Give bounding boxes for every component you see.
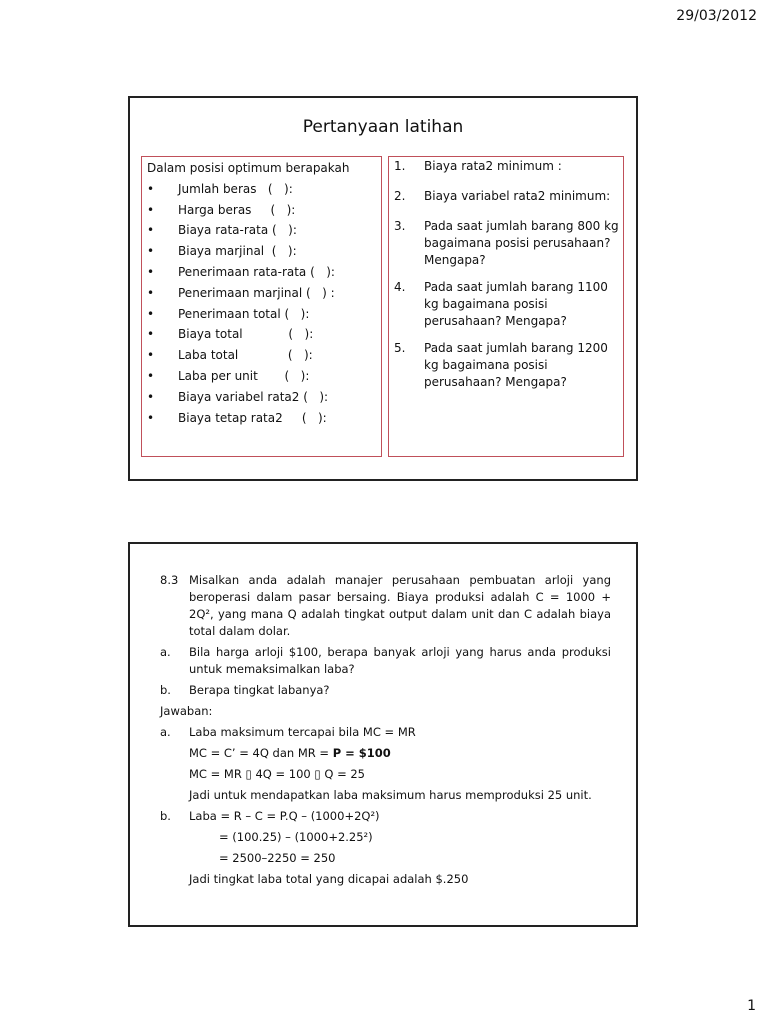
list-item: • Biaya total ( ): [147,324,381,345]
question-a: a. Bila harga arloji $100, berapa banyak arloji yang harus anda produksi untuk memaksimalkan laba? [160,645,611,676]
list-item: • Harga beras ( ): [147,200,381,221]
answer-a: a. Laba maksimum tercapai bila MC = MR [160,725,416,739]
list-item: • Biaya marjinal ( ): [147,241,381,262]
optimum-questions-box [141,156,382,457]
problem-statement [160,572,611,640]
list-item: 4. Pada saat jumlah barang 1100 kg bagaimana posisi perusahaan? Mengapa? [394,280,608,328]
list-item: • Biaya tetap rata2 ( ): [147,408,381,429]
list-item: • Biaya variabel rata2 ( ): [147,387,381,408]
answer-a-line: MC = MR ▯ 4Q = 100 ▯ Q = 25 [189,767,365,781]
question-b: b. Berapa tingkat labanya? [160,683,330,697]
answer-a-line: Jadi untuk mendapatkan laba maksimum harus memproduksi 25 unit. [189,788,592,802]
answer-b: b. Laba = R – C = P.Q – (1000+2Q²) [160,809,380,823]
list-item: • Penerimaan total ( ): [147,304,381,325]
optimum-intro: Dalam posisi optimum berapakah [147,161,350,175]
answer-a-line: MC = C’ = 4Q dan MR = P = $100 [189,746,391,760]
page-number: 1 [747,998,756,1014]
list-item: 5. Pada saat jumlah barang 1200 kg bagaimana posisi perusahaan? Mengapa? [394,341,608,389]
list-item: • Laba per unit ( ): [147,366,381,387]
list-item: • Biaya rata-rata ( ): [147,220,381,241]
numbered-questions-box [388,156,624,457]
optimum-bullet-list [147,179,381,429]
problem-number: 8.3 [160,573,179,587]
numbered-question-list [394,158,619,391]
list-item: 1. Biaya rata2 minimum : [394,159,562,173]
answer-b-line: = (100.25) – (1000+2.25²) [219,830,373,844]
slide-date: 29/03/2012 [676,8,757,24]
problem-content [160,572,611,888]
list-item: 2. Biaya variabel rata2 minimum: [394,189,611,203]
list-item: • Jumlah beras ( ): [147,179,381,200]
answer-b-line: = 2500–2250 = 250 [219,851,336,865]
slide-title: Pertanyaan latihan [302,117,464,137]
slide-pertanyaan-latihan [128,96,638,481]
slide-soal-8-3 [128,542,638,927]
list-item: 3. Pada saat jumlah barang 800 kg bagaimana posisi perusahaan? Mengapa? [394,219,619,267]
list-item: • Penerimaan marjinal ( ) : [147,283,381,304]
list-item: • Laba total ( ): [147,345,381,366]
list-item: • Penerimaan rata-rata ( ): [147,262,381,283]
answer-label: Jawaban: [160,704,213,718]
answer-b-line: Jadi tingkat laba total yang dicapai adalah $.250 [189,872,469,886]
problem-text: Misalkan anda adalah manajer perusahaan pembuatan arloji yang beroperasi dalam pasar bersaing. Biaya produksi adalah C = 1000 + 2Q², yang mana Q adalah tingkat output dalam unit dan C adalah biaya total dalam dolar. [189,573,611,638]
